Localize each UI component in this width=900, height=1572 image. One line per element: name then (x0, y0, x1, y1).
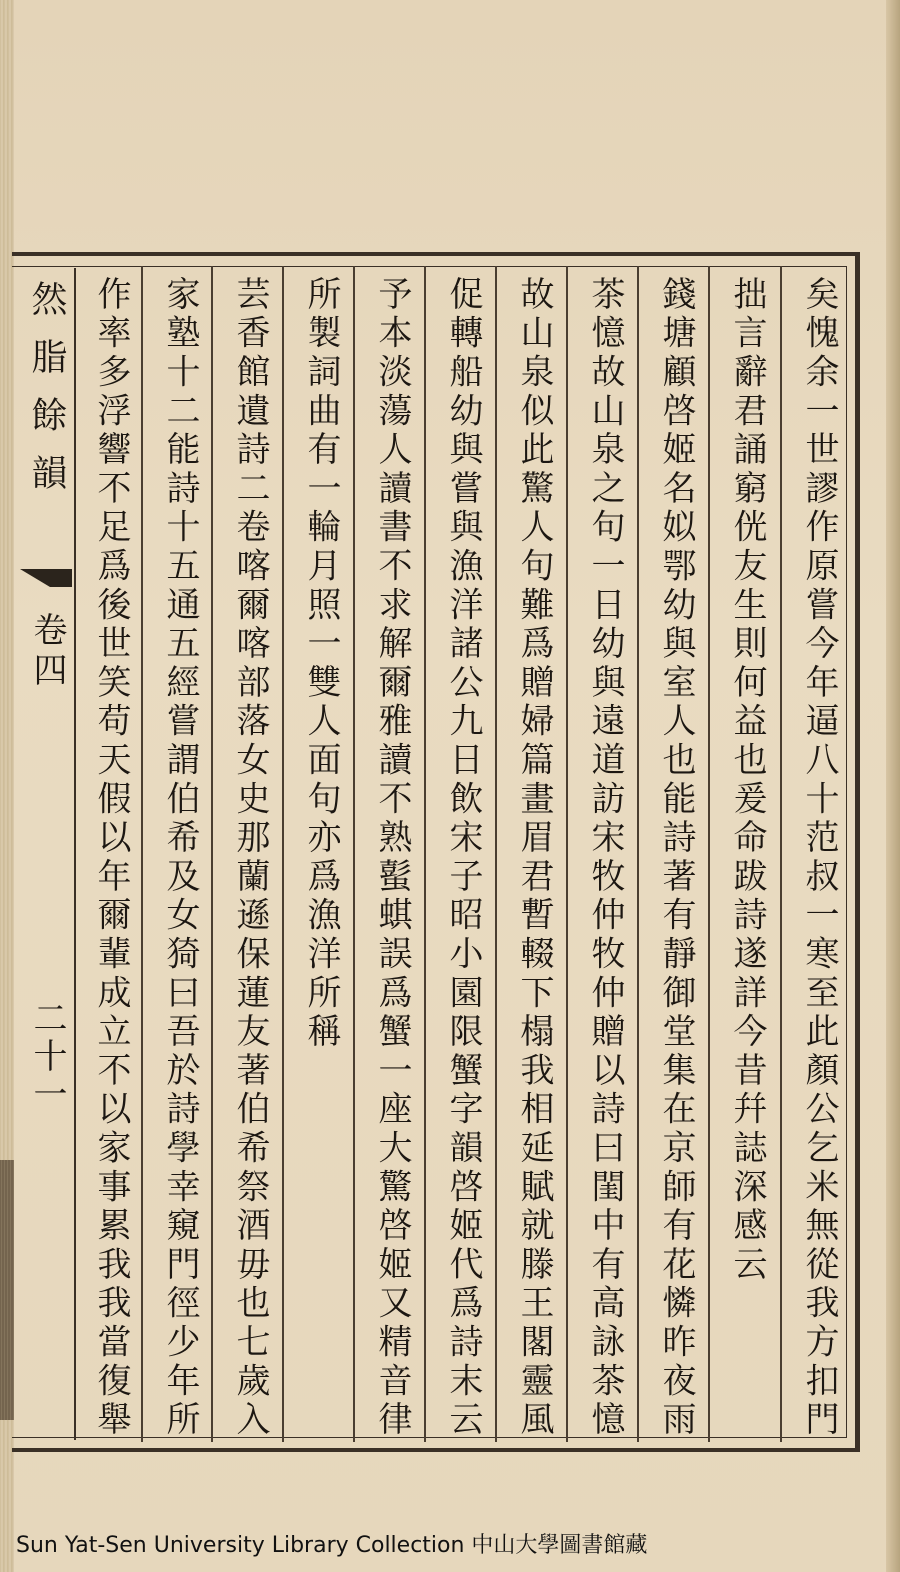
page-number: 二十一 (27, 1000, 67, 1114)
text-column: 故山泉似此驚人句難爲贈婦篇畫眉君暫輟下榻我相延賦就滕王閣靈風 (514, 276, 554, 1440)
text-column: 作率多浮響不足爲後世笑苟天假以年爾輩成立不以家事累我我當復舉 (91, 276, 131, 1440)
text-column: 矣愧余一世謬作原嘗今年逼八十范叔一寒至此顏公乞米無從我方扣門 (799, 276, 839, 1440)
text-column: 予本淡蕩人讀書不求解爾雅讀不熟蟚蜞誤爲蟹一座大驚啓姬又精音律 (372, 276, 412, 1440)
volume-label: 卷四 (27, 612, 67, 692)
text-column: 茶憶故山泉之句一日幼與遠道訪宋牧仲牧仲贈以詩曰閨中有高詠茶憶 (585, 276, 625, 1440)
text-column: 促轉船幼與嘗與漁洋諸公九日飲宋子昭小園限蟹字韻啓姬代爲詩末云 (443, 276, 483, 1440)
binding-edge (0, 1160, 14, 1420)
page-right-edge (886, 0, 900, 1572)
text-column: 拙言辭君誦窮侊友生則何益也爰命跋詩遂詳今昔幷誌深感云 (727, 276, 767, 1285)
text-column: 所製詞曲有一輪月照一雙人面句亦爲漁洋所稱 (301, 276, 341, 1052)
text-column: 家塾十二能詩十五通五經嘗謂伯希及女猗曰吾於詩學幸窺門徑少年所 (160, 276, 200, 1440)
fish-tail-mark-icon (20, 565, 72, 591)
text-column: 錢塘顧啓姬名姒鄂幼與室人也能詩著有靜御堂集在京師有花憐昨夜雨 (656, 276, 696, 1440)
text-column: 芸香館遺詩二卷喀爾喀部落女史那蘭遜保蓮友著伯希祭酒毋也七歲入 (230, 276, 270, 1440)
collection-caption: Sun Yat-Sen University Library Collection 中山大學圖書館藏 (16, 1533, 648, 1558)
book-title: 然脂餘韻 (26, 280, 67, 512)
